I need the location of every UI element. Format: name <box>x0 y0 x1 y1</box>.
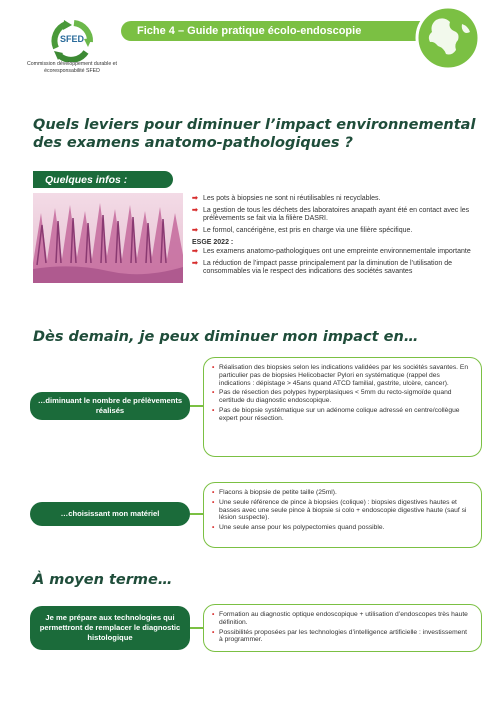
bullet-dot-icon: • <box>212 364 215 371</box>
lever-box-prelevements <box>203 357 482 457</box>
lever-box-technologies <box>203 604 482 652</box>
logo-caption: Commission développement durable et écoresponsabilité SFED <box>27 61 117 74</box>
bullet-dot-icon: • <box>212 628 215 636</box>
info-pill-label: Quelques infos : <box>45 174 128 186</box>
list-item: ➡ La gestion de tous les déchets des laboratoires anapath ayant été en contact avec les prélèvements se fait via la filière DASRI. <box>192 206 470 222</box>
connector-line <box>190 405 204 407</box>
histology-image <box>33 193 183 283</box>
page-title: Quels leviers pour diminuer l’impact environnemental des examens anatomo-pathologiques ? <box>33 117 476 151</box>
list-item: • Une seule référence de pince à biopsies (colique) : biopsies digestives hautes et basses avec une seule pince à biopsie si colo + endoscopie digestive haute (sauf si lésion suspecte). <box>212 498 467 522</box>
bullet-dot-icon: • <box>212 489 215 496</box>
header-banner <box>121 21 451 41</box>
bullet-dot-icon: • <box>212 611 215 618</box>
lever-label-technologies: Je me prépare aux technologies qui permettront de remplacer le diagnostic histologique <box>30 606 190 650</box>
lever-label-materiel: …choisissant mon matériel <box>30 502 190 526</box>
bullet-dot-icon: • <box>212 389 215 397</box>
recycle-logo-icon <box>46 18 98 62</box>
list-item: ➡ Le formol, cancérigène, est pris en charge via une filière spécifique. <box>192 226 413 234</box>
arrow-bullet-icon: ➡ <box>192 259 198 267</box>
arrow-bullet-icon: ➡ <box>192 247 198 255</box>
list-item: ➡ Les pots à biopsies ne sont ni réutilisables ni recyclables. <box>192 195 381 202</box>
arrow-bullet-icon: ➡ <box>192 206 198 214</box>
list-item: ➡ Les examens anatomo-pathologiques ont une empreinte environnementale importante <box>192 247 471 255</box>
info-list <box>192 195 482 279</box>
connector-line <box>190 627 204 629</box>
section-title-moyen-terme: À moyen terme… <box>33 572 173 588</box>
info-pill <box>33 171 173 188</box>
arrow-bullet-icon: ➡ <box>192 195 198 202</box>
bullet-dot-icon: • <box>212 406 215 414</box>
banner-title: Fiche 4 – Guide pratique écolo-endoscopie <box>137 25 362 37</box>
list-item: • Réalisation des biopsies selon les indications validées par les sociétés savantes. En particulier pas de biopsies Helicobacter Pylori en systématique (rappel des indications : dépistage > 45ans quand ATCD familial, gastrite, ulcère, cancer). <box>212 364 469 387</box>
list-item: • Formation au diagnostic optique endoscopique + utilisation d’endoscopes très haute définition. <box>212 611 468 626</box>
list-item: • Possibilités proposées par les technologies d’intelligence artificielle : investissement à programmer. <box>212 628 467 644</box>
list-item: ➡ La réduction de l’impact passe principalement par la diminution de l’utilisation de consommables via le respect des indications des sociétés savantes <box>192 259 453 275</box>
list-item: • Pas de biopsie systématique sur un adénome colique adressé en centre/collègue expert pour résection. <box>212 406 460 422</box>
list-item: • Une seule anse pour les polypectomies quand possible. <box>212 524 385 532</box>
bullet-dot-icon: • <box>212 524 215 532</box>
list-item: • Flacons à biopsie de petite taille (25ml). <box>212 489 337 496</box>
arrow-bullet-icon: ➡ <box>192 226 198 234</box>
lever-box-materiel <box>203 482 482 548</box>
lever-label-prelevements: …diminuant le nombre de prélèvements réalisés <box>30 392 190 420</box>
svg-text:SFED: SFED <box>59 34 85 44</box>
esge-label: ESGE 2022 : <box>192 238 234 246</box>
connector-line <box>190 513 204 515</box>
globe-icon <box>414 4 482 72</box>
list-item: • Pas de résection des polypes hyperplasiques < 5mm du recto-sigmoïde quand certitude du diagnostic endoscopique. <box>212 389 452 405</box>
section-title-dès-demain: Dès demain, je peux diminuer mon impact en… <box>33 329 419 345</box>
bullet-dot-icon: • <box>212 498 215 506</box>
